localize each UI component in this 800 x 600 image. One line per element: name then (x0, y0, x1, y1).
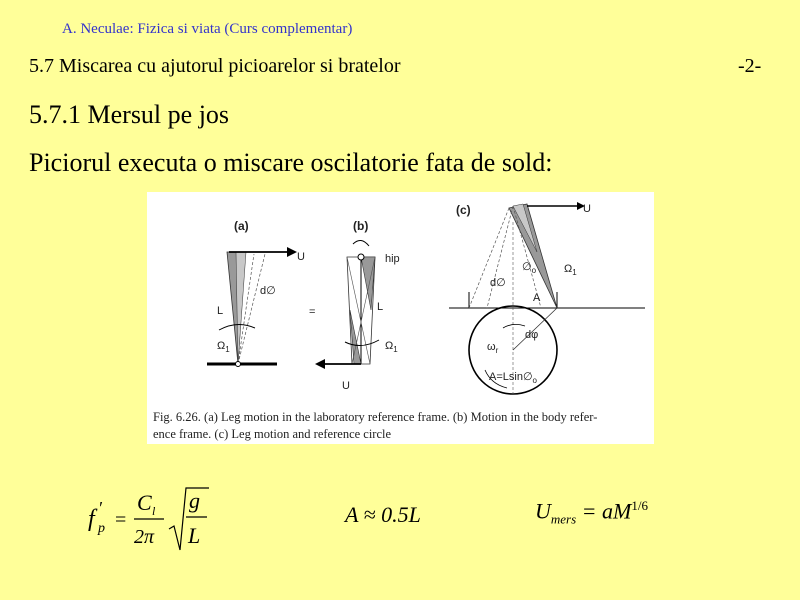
frequency-formula (85, 484, 215, 554)
f-symbol: f (88, 506, 95, 532)
u-subscript: mers (550, 511, 577, 527)
subsection-title: 5.7.1 Mersul pe jos (29, 100, 230, 129)
label-dphi-c: d∅ (490, 277, 506, 289)
equals-sign: = (309, 306, 316, 318)
label-omega1-c: $\Omega_1$ (564, 263, 577, 277)
label-l-b: L (377, 301, 384, 313)
figure-drawing (147, 192, 654, 444)
label-phi0: $\emptyset_o$ (522, 261, 537, 275)
panel-b-label: (b) (353, 219, 369, 233)
label-u-c: U (583, 203, 591, 215)
leg-motion-figure (147, 192, 654, 444)
dphi-arc-c (503, 324, 525, 328)
arrowhead-a (287, 247, 297, 257)
f-prime: ′ (98, 498, 102, 518)
l-symbol: L (188, 523, 201, 548)
section-title: 5.7 Miscarea cu ajutorul picioarelor si bratelor (29, 55, 401, 77)
equals-symbol: = (115, 509, 127, 531)
c-subscript: l (152, 504, 156, 518)
panel-c-label: (c) (456, 203, 471, 217)
page-number: -2- (738, 55, 762, 77)
caption-line-2: ence frame. (c) Leg motion and reference circle (153, 427, 392, 441)
leg-c-dashed-1 (469, 208, 509, 308)
amplitude-formula: A ≈ 0.5L (345, 502, 421, 527)
leg-c-dashed-2 (487, 206, 513, 308)
walking-speed-formula (535, 498, 648, 528)
c-symbol: C (137, 490, 152, 515)
pivot-a (236, 362, 241, 367)
u-rhs: = aM (581, 498, 632, 524)
intro-text: Piciorul executa o miscare oscilatorie fata de sold: (29, 148, 553, 177)
frequency-formula-svg (85, 484, 215, 554)
label-amplitude-formula: $A=Lsin\emptyset_o$ (489, 371, 537, 385)
label-a-c: A (533, 292, 541, 304)
u-symbol: U (535, 498, 551, 524)
label-u-a: U (297, 251, 305, 263)
hip-arc (353, 240, 369, 246)
label-omega-r: $\omega_r$ (487, 341, 499, 355)
label-dphi-small: dφ (525, 329, 539, 341)
arrowhead-b (315, 359, 325, 369)
caption-line-1: Fig. 6.26. (a) Leg motion in the laboratory reference frame. (b) Motion in the body refer- (153, 410, 598, 424)
g-symbol: g (189, 488, 200, 513)
label-l-a: L (217, 305, 224, 317)
label-dphi-a: d∅ (260, 285, 276, 297)
author-header: A. Neculae: Fizica si viata (Curs complementar) (62, 21, 353, 37)
label-omega1-b: $\Omega_1$ (385, 340, 398, 354)
two-pi: 2π (134, 526, 155, 548)
hip-pivot (358, 254, 364, 260)
rotation-arc-b (345, 340, 379, 346)
panel-a-label: (a) (234, 219, 249, 233)
label-hip: hip (385, 253, 400, 265)
label-omega1-a: $\Omega_1$ (217, 340, 230, 354)
label-u-b: U (342, 380, 350, 392)
diag-b2 (352, 257, 375, 364)
leg-a-shade (236, 252, 246, 364)
f-subscript: p (98, 521, 105, 536)
u-exponent: 1/6 (631, 498, 648, 513)
